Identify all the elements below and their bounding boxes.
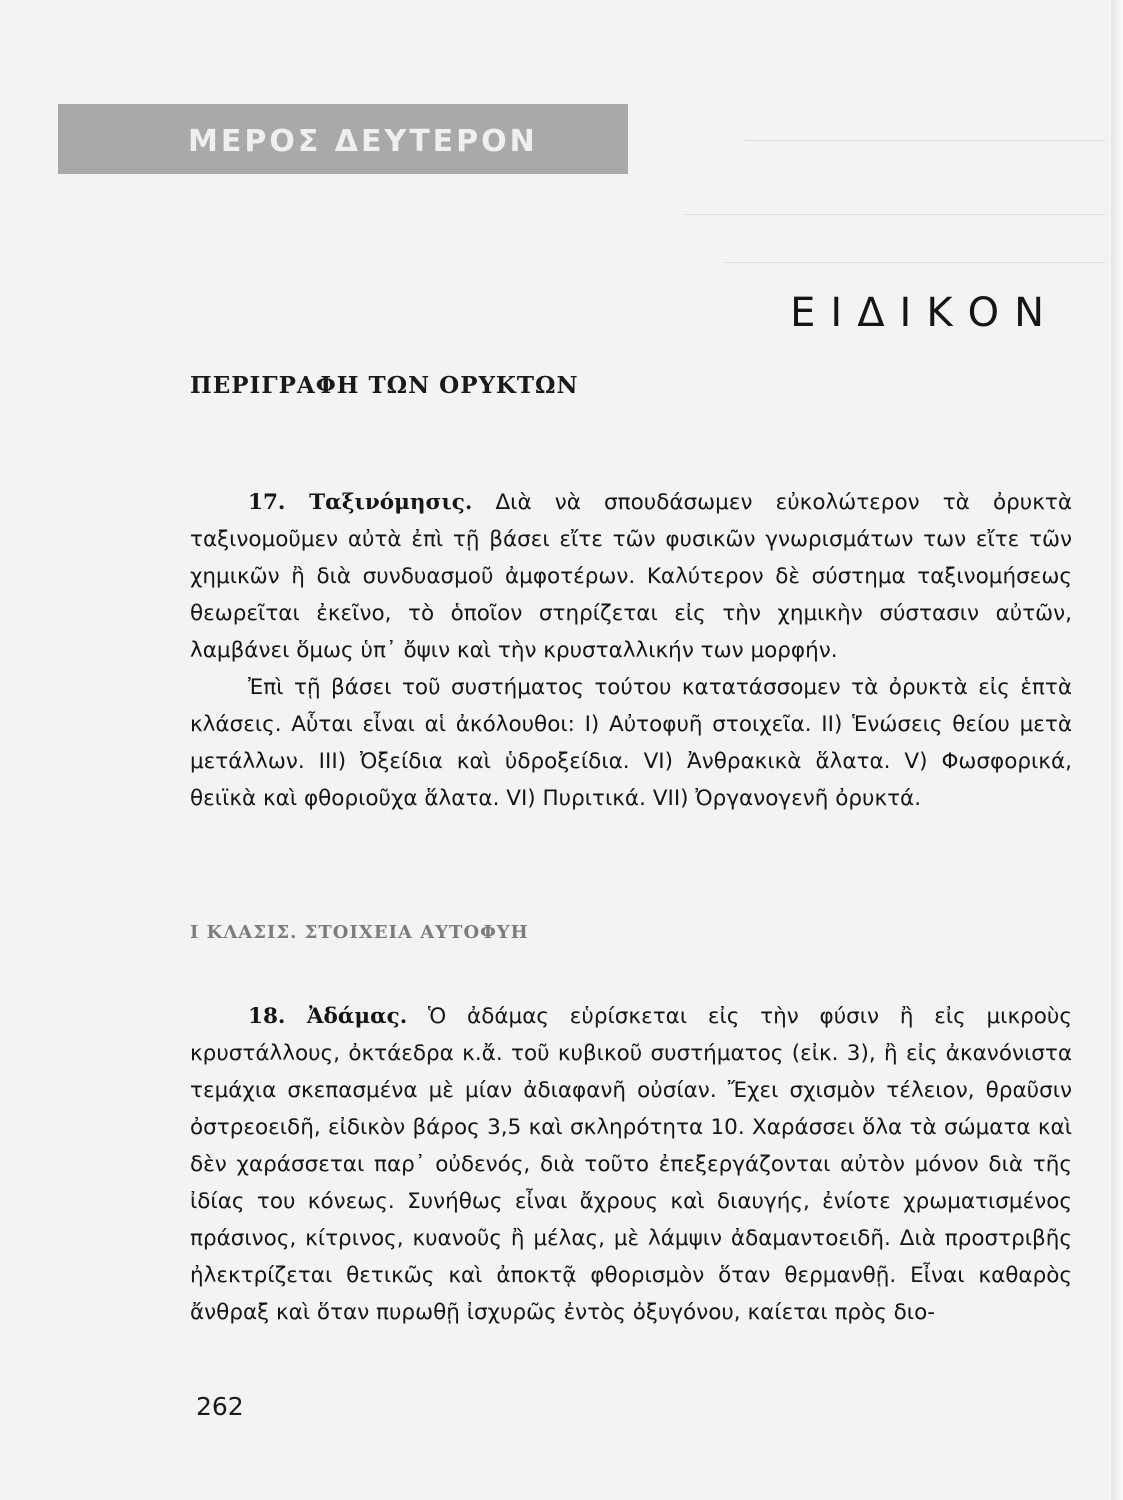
page-number: 262 [196, 1392, 244, 1421]
show-through-line [725, 262, 1105, 263]
section-18-paragraph [190, 998, 1072, 1331]
section-title: ΕΙΔΙΚΟΝ [790, 290, 1059, 336]
part-banner-label: ΜΕΡΟΣ ΔΕΥΤΕΡΟΝ [188, 124, 538, 159]
show-through-line [685, 214, 1105, 215]
section-18-text: Ὁ ἀδάμας εὑρίσκεται εἰς τὴν φύσιν ἢ εἰς μικροὺς κρυστάλλους, ὀκτάεδρα κ.ἄ. τοῦ κυβικοῦ συστήματος (εἰκ. 3), ἢ εἰς ἀκανόνιστα τεμάχια σκεπασμένα μὲ μίαν ἀδιαφανῆ οὐσίαν. Ἔχει σχισμὸν τέλειον, θραῦσιν ὀστρεοειδῆ, εἰδικὸν βάρος 3,5 καὶ σκληρότητα 10. Χαράσσει ὅλα τὰ σώματα καὶ δὲν χαράσσεται παρ᾽ οὐδενός, διὰ τοῦτο ἐπεξεργάζονται αὐτὸν μόνον διὰ τῆς ἰδίας του κόνεως. Συνήθως εἶναι ἄχρους καὶ διαυγής, ἐνίοτε χρωματισμένος πράσινος, κίτρινος, κυανοῦς ἢ μέλας, μὲ λάμψιν ἀδαμαντοειδῆ. Διὰ προστριβῆς ἠλεκτρίζεται θετικῶς καὶ ἀποκτᾷ φθορισμὸν ὅταν θερμανθῇ. Εἶναι καθαρὸς ἄνθραξ καὶ ὅταν πυρωθῇ ἰσχυρῶς ἐντὸς ὀξυγόνου, καίεται πρὸς διο- [190, 1004, 1072, 1325]
section-17-text: Διὰ νὰ σπουδάσωμεν εὐκολώτερον τὰ ὀρυκτὰ ταξινομοῦμεν αὐτὰ ἐπὶ τῇ βάσει εἴτε τῶν φυσικῶν γνωρισμάτων των εἴτε τῶν χημικῶν ἢ διὰ συνδυασμοῦ ἀμφοτέρων. Καλύτερον δὲ σύστημα ταξινομήσεως θεωρεῖται ἐκεῖνο, τὸ ὁποῖον στηρίζεται εἰς τὴν χημικὴν σύστασιν αὐτῶν, λαμβάνει ὅμως ὑπ᾽ ὄψιν καὶ τὴν κρυσταλλικήν των μορφήν. [190, 490, 1073, 663]
section-17-paragraph [190, 484, 1072, 669]
class-heading: I ΚΛΑΣΙΣ. ΣΤΟΙΧΕΙΑ ΑΥΤΟΦΥΗ [190, 922, 529, 943]
section-17-paragraph-2: Ἐπὶ τῇ βάσει τοῦ συστήματος τούτου κατατάσσομεν τὰ ὀρυκτὰ εἰς ἑπτὰ κλάσεις. Αὗται εἶναι αἱ ἀκόλουθοι: I) Αὐτοφυῆ στοιχεῖα. II) Ἑνώσεις θείου μετὰ μετάλλων. III) Ὀξείδια καὶ ὑδροξείδια. VI) Ἀνθρακικὰ ἅλατα. V) Φωσφορικά, θειϊκὰ καὶ φθοριοῦχα ἅλατα. VI) Πυριτικά. VII) Ὀργανογενῆ ὀρυκτά. [190, 675, 1072, 811]
section-17-heading: 17. Ταξινόμησις. [248, 490, 473, 515]
part-banner [58, 104, 628, 174]
show-through-line [745, 140, 1105, 141]
page-edge [1111, 0, 1123, 1500]
section-18-heading: 18. Ἀδάμας. [248, 1004, 408, 1029]
section-18 [190, 998, 1072, 1331]
section-17 [190, 484, 1072, 817]
chapter-title: ΠΕΡΙΓΡΑΦΗ ΤΩΝ ΟΡΥΚΤΩΝ [190, 372, 579, 399]
